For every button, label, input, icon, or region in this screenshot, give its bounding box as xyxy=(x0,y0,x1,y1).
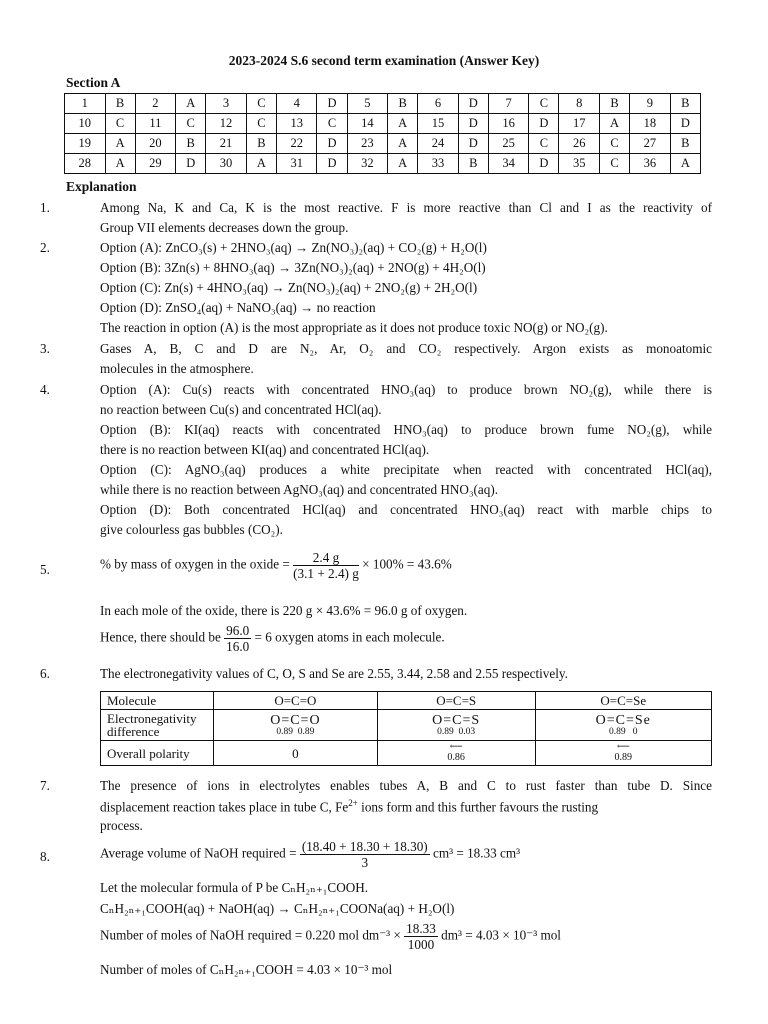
question-number-cell: 13 xyxy=(276,114,317,134)
answer-cell: A xyxy=(105,154,135,174)
q8-avg-numerator: (18.40 + 18.30 + 18.30) xyxy=(301,839,428,854)
table-cell xyxy=(377,710,535,741)
q5-oxygen-atoms xyxy=(100,624,445,653)
q5-denominator-2: 16.0 xyxy=(226,639,250,655)
table-cell xyxy=(377,741,535,766)
q4-line: give colourless gas bubbles (CO₂). xyxy=(100,522,283,537)
polarity-value: 0.89 xyxy=(614,752,633,764)
page-title: 2023-2024 S.6 second term examination (Answer Key) xyxy=(228,53,540,68)
question-number-cell: 11 xyxy=(135,114,176,134)
answer-cell: C xyxy=(600,134,630,154)
question-number-cell: 4 xyxy=(276,94,317,114)
question-number-cell: 22 xyxy=(276,134,317,154)
q8-avg-fraction xyxy=(300,840,430,869)
dipole-value: 0.89 xyxy=(437,726,454,737)
q2-option-c: Option (C): Zn(s) + 4HNO₃(aq) → Zn(NO₃)₂(aq) + 2NO₂(g) + 2H₂O(l) xyxy=(100,280,478,295)
arrow-icon: ⟵ xyxy=(449,741,463,751)
question-number-cell: 25 xyxy=(488,134,529,154)
q4-line: there is no reaction between KI(aq) and concentrated HCl(aq). xyxy=(100,442,430,457)
answer-row xyxy=(65,114,701,134)
answer-cell: C xyxy=(105,114,135,134)
superscript: 2+ xyxy=(348,798,358,808)
answer-cell: A xyxy=(176,94,206,114)
answer-cell: C xyxy=(529,134,559,154)
q4-line: Option (A): Cu(s) reacts with concentrated HNO₃(aq) to produce brown NO₂(g), while there is xyxy=(100,382,712,397)
dipole-arrows xyxy=(384,728,529,738)
table-row xyxy=(101,710,712,741)
q5-percentage-equation xyxy=(100,551,452,580)
table-row xyxy=(101,692,712,710)
answer-cell: D xyxy=(529,154,559,174)
question-number-cell: 30 xyxy=(206,154,247,174)
question-number: 1. xyxy=(40,200,50,215)
q8-moles-fraction xyxy=(404,922,438,951)
row-label: Electronegativity xyxy=(107,711,197,726)
answer-cell: A xyxy=(105,134,135,154)
q5-denominator: (3.1 + 2.4) g xyxy=(293,566,359,582)
q4-line: Option (B): KI(aq) reacts with concentrated HNO₃(aq) to produce brown fume NO₂(g), while xyxy=(100,422,712,437)
q8-moles-post: dm³ = 4.03 × 10⁻³ mol xyxy=(441,927,561,943)
answer-table xyxy=(64,93,701,174)
table-cell: O=C=Se xyxy=(535,692,711,710)
answer-cell: A xyxy=(388,154,418,174)
answer-cell: C xyxy=(176,114,206,134)
q8-moles-denominator: 1000 xyxy=(407,937,435,953)
answer-cell: B xyxy=(388,94,418,114)
q5-numerator: 2.4 g xyxy=(293,551,359,566)
polarity-value: 0.86 xyxy=(447,752,465,764)
q8-equation: CₙH₂ₙ₊₁COOH(aq) + NaOH(aq) → CₙH₂ₙ₊₁COONa(aq) + H₂O(l) xyxy=(100,901,455,916)
question-number: 7. xyxy=(40,778,50,793)
q5-line3-pre: Hence, there should be xyxy=(100,629,221,645)
answer-cell: B xyxy=(105,94,135,114)
q8-moles-naoh xyxy=(100,922,561,951)
question-number-cell: 19 xyxy=(65,134,106,154)
q7-text: displacement reaction takes place in tube C, Fe xyxy=(100,799,349,815)
question-number-cell: 33 xyxy=(418,154,459,174)
question-number-cell: 23 xyxy=(347,134,388,154)
answer-cell: A xyxy=(388,134,418,154)
q8-avg-pre: Average volume of NaOH required = xyxy=(100,845,297,861)
question-number-cell: 7 xyxy=(488,94,529,114)
q8-avg-denominator: 3 xyxy=(361,855,369,871)
question-number-cell: 15 xyxy=(418,114,459,134)
q1-line: Among Na, K and Ca, K is the most reactive. F is more reactive than Cl and I as the reactivity of xyxy=(100,200,712,215)
molecule-diagram: O=C=S xyxy=(432,712,481,728)
question-number-cell: 3 xyxy=(206,94,247,114)
q2-option-a: Option (A): ZnCO₃(s) + 2HNO₃(aq) → Zn(NO₃)₂(aq) + CO₂(g) + H₂O(l) xyxy=(100,240,487,255)
answer-cell: D xyxy=(317,154,347,174)
table-cell xyxy=(214,710,378,741)
answer-cell: C xyxy=(246,114,276,134)
q5-line3-post: = 6 oxygen atoms in each molecule. xyxy=(254,629,445,645)
q4-line: Option (D): Both concentrated HCl(aq) and concentrated HNO₃(aq) react with marble chips to xyxy=(100,502,712,517)
table-cell: Overall polarity xyxy=(101,741,214,766)
answer-cell: B xyxy=(458,154,488,174)
question-number-cell: 14 xyxy=(347,114,388,134)
q7-text: ions form and this further favours the rusting xyxy=(357,799,599,815)
answer-cell: D xyxy=(458,134,488,154)
q8-avg-post: cm³ = 18.33 cm³ xyxy=(432,845,521,861)
question-number-cell: 17 xyxy=(559,114,600,134)
question-number-cell: 36 xyxy=(630,154,671,174)
question-number: 2. xyxy=(40,240,50,255)
q5-fraction-2 xyxy=(224,624,251,653)
table-cell xyxy=(535,710,711,741)
q3-line: molecules in the atmosphere. xyxy=(100,361,254,376)
question-number: 3. xyxy=(40,341,50,356)
q7-line: The presence of ions in electrolytes enables tubes A, B and C to rust faster than tube D. Since xyxy=(100,778,712,793)
dipole-value: 0.03 xyxy=(458,726,476,737)
electronegativity-table xyxy=(100,691,712,766)
answer-cell: B xyxy=(670,134,700,154)
answer-row xyxy=(65,94,701,114)
answer-cell: A xyxy=(670,154,700,174)
answer-cell: D xyxy=(176,154,206,174)
q7-line: process. xyxy=(100,818,143,833)
row-label: difference xyxy=(107,724,160,739)
section-heading: Section A xyxy=(66,75,121,90)
table-row xyxy=(101,741,712,766)
question-number-cell: 21 xyxy=(206,134,247,154)
q2-option-d: Option (D): ZnSO₄(aq) + NaNO₃(aq) → no reaction xyxy=(100,300,376,315)
answer-cell: A xyxy=(600,114,630,134)
question-number-cell: 18 xyxy=(630,114,671,134)
table-cell: 0 xyxy=(214,741,378,766)
question-number-cell: 8 xyxy=(559,94,600,114)
question-number-cell: 34 xyxy=(488,154,529,174)
q2-option-b: Option (B): 3Zn(s) + 8HNO₃(aq) → 3Zn(NO₃)₂(aq) + 2NO(g) + 4H₂O(l) xyxy=(100,260,486,275)
q8-moles-pre: Number of moles of NaOH required = 0.220 mol dm⁻³ × xyxy=(100,927,401,943)
answer-cell: C xyxy=(317,114,347,134)
answer-cell: D xyxy=(529,114,559,134)
q8-average-volume xyxy=(100,840,520,869)
answer-cell: D xyxy=(317,134,347,154)
question-number-cell: 31 xyxy=(276,154,317,174)
q8-formula-line: Let the molecular formula of P be CₙH₂ₙ₊₁COOH. xyxy=(100,880,369,895)
question-number-cell: 9 xyxy=(630,94,671,114)
question-number-cell: 6 xyxy=(418,94,459,114)
q5-line: In each mole of the oxide, there is 220 g × 43.6% = 96.0 g of oxygen. xyxy=(100,603,468,618)
answer-cell: D xyxy=(458,114,488,134)
dipole-value: 0.89 xyxy=(609,726,626,737)
answer-cell: D xyxy=(670,114,700,134)
answer-cell: C xyxy=(529,94,559,114)
answer-cell: B xyxy=(246,134,276,154)
q1-line: Group VII elements decreases down the group. xyxy=(100,220,349,235)
q7-line xyxy=(100,799,598,814)
dipole-value: 0.89 xyxy=(297,726,315,737)
table-cell: O=C=S xyxy=(377,692,535,710)
q8-moles-acid: Number of moles of CₙH₂ₙ₊₁COOH = 4.03 × 10⁻³ mol xyxy=(100,962,393,977)
explanation-heading: Explanation xyxy=(66,179,137,194)
q4-line: Option (C): AgNO₃(aq) produces a white precipitate when reacted with concentrated HCl(aq), xyxy=(100,462,712,477)
q2-conclusion: The reaction in option (A) is the most appropriate as it does not produce toxic NO(g) or NO₂(g). xyxy=(100,320,608,335)
question-number-cell: 20 xyxy=(135,134,176,154)
q5-lhs: % by mass of oxygen in the oxide = xyxy=(100,556,290,572)
question-number-cell: 16 xyxy=(488,114,529,134)
question-number-cell: 2 xyxy=(135,94,176,114)
q5-numerator-2: 96.0 xyxy=(226,623,250,638)
question-number-cell: 5 xyxy=(347,94,388,114)
q3-line: Gases A, B, C and D are N₂, Ar, O₂ and CO₂ respectively. Argon exists as monoatomic xyxy=(100,341,712,356)
table-cell xyxy=(101,710,214,741)
question-number-cell: 35 xyxy=(559,154,600,174)
answer-cell: C xyxy=(246,94,276,114)
table-cell: O=C=O xyxy=(214,692,378,710)
dipole-arrows xyxy=(542,728,705,738)
question-number: 8. xyxy=(40,849,50,864)
question-number-cell: 26 xyxy=(559,134,600,154)
answer-cell: D xyxy=(458,94,488,114)
answer-cell: B xyxy=(670,94,700,114)
question-number-cell: 24 xyxy=(418,134,459,154)
answer-cell: D xyxy=(317,94,347,114)
table-cell xyxy=(535,741,711,766)
answer-row xyxy=(65,154,701,174)
question-number-cell: 29 xyxy=(135,154,176,174)
answer-cell: A xyxy=(388,114,418,134)
question-number-cell: 1 xyxy=(65,94,106,114)
molecule-diagram: O=C=O xyxy=(270,712,321,728)
q5-rhs: × 100% = 43.6% xyxy=(362,556,452,572)
question-number-cell: 27 xyxy=(630,134,671,154)
answer-cell: B xyxy=(176,134,206,154)
q8-moles-numerator: 18.33 xyxy=(406,921,436,936)
question-number-cell: 10 xyxy=(65,114,106,134)
question-number-cell: 28 xyxy=(65,154,106,174)
q5-fraction xyxy=(293,551,359,580)
dipole-arrows xyxy=(220,728,371,738)
dipole-value: 0.89 xyxy=(276,726,294,737)
question-number: 4. xyxy=(40,382,50,397)
question-number: 6. xyxy=(40,666,50,681)
answer-cell: C xyxy=(600,154,630,174)
q4-line: while there is no reaction between AgNO₃(aq) and concentrated HNO₃(aq). xyxy=(100,482,499,497)
dipole-value: 0 xyxy=(632,726,638,737)
q6-intro: The electronegativity values of C, O, S and Se are 2.55, 3.44, 2.58 and 2.55 respectively. xyxy=(100,666,568,681)
answer-row xyxy=(65,134,701,154)
question-number: 5. xyxy=(40,562,50,577)
molecule-diagram: O=C=Se xyxy=(595,712,651,728)
answer-cell: A xyxy=(246,154,276,174)
arrow-icon: ⟵ xyxy=(616,741,630,751)
answer-cell: B xyxy=(600,94,630,114)
table-cell: Molecule xyxy=(101,692,214,710)
q4-line: no reaction between Cu(s) and concentrated HCl(aq). xyxy=(100,402,382,417)
question-number-cell: 12 xyxy=(206,114,247,134)
question-number-cell: 32 xyxy=(347,154,388,174)
